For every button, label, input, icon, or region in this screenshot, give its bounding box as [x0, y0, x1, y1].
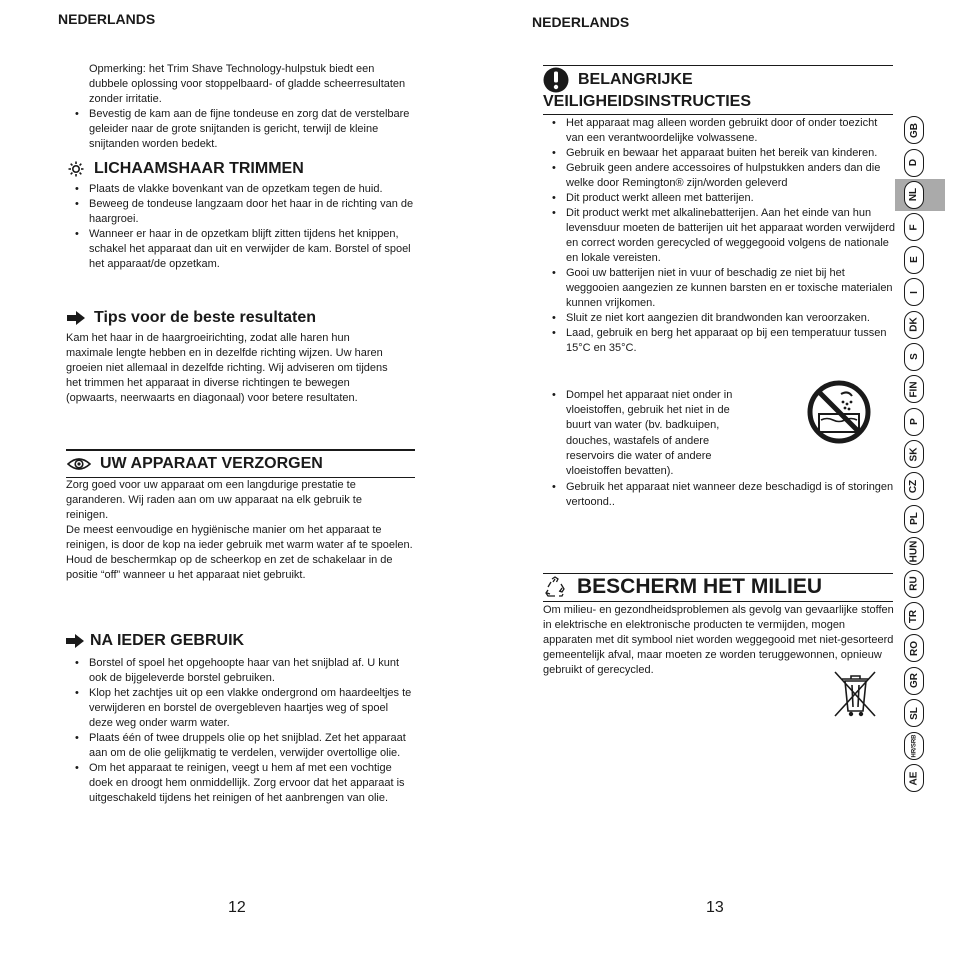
list-item: • Het apparaat mag alleen worden gebruikt door of onder toezicht van een verantwoordelijke volwassene.	[542, 116, 896, 146]
language-tab-label: RO	[908, 640, 920, 656]
language-tab-badge	[904, 149, 924, 177]
divider	[543, 65, 893, 66]
safety-title-line2: VEILIGHEIDSINSTRUCTIES	[543, 93, 752, 110]
language-tab-badge	[904, 570, 924, 598]
language-tab-d[interactable]	[895, 146, 945, 178]
divider	[543, 573, 893, 574]
safety-title-line1: BELANGRIJKE	[578, 71, 693, 88]
list-item: • Bevestig de kam aan de fijne tondeuse en zorg dat de verstelbare geleider naar de grote snijtanden is gericht, terwijl de kleine snijtanden worden bedekt.	[66, 107, 414, 152]
water-warning-bullet: • Dompel het apparaat niet onder in vloeistoffen, gebruik het niet in de buurt van water (bv. badkuipen, douches, wastafels of andere reservoirs die water of andere vloeistoffen bevatten).	[542, 388, 842, 479]
language-tabs	[895, 114, 945, 794]
section-title-text: UW APPARAAT VERZORGEN	[100, 455, 323, 472]
language-tab-badge	[904, 472, 924, 500]
care-text-1: Zorg goed voor uw apparaat om een langdurige prestatie te garanderen. Wij raden aan om uw apparaat na elk gebruik te reinigen.	[66, 479, 362, 521]
language-tab-label: HUN	[908, 540, 920, 563]
list-item: • Wanneer er haar in de opzetkam blijft zitten tijdens het knippen, schakel het apparaat dan uit en verwijder de kam. Borstel of spoel het apparaat/de opzetkam.	[66, 227, 414, 272]
list-item: • Gebruik geen andere accessoires of hulpstukken anders dan die welke door Remington® zijn/worden geleverd	[542, 161, 896, 191]
left-language-header: NEDERLANDS	[58, 11, 156, 27]
language-tab-fin[interactable]	[895, 373, 945, 405]
language-tab-badge	[904, 343, 924, 371]
language-tab-badge	[904, 764, 924, 792]
list-item: • Gooi uw batterijen niet in vuur of beschadig ze niet bij het weggooien aangezien ze kunnen barsten en er toxische materialen kunnen vrijkomen.	[542, 266, 896, 311]
sun-icon	[66, 161, 86, 177]
language-tab-badge	[904, 408, 924, 436]
safety-last-bullet	[542, 480, 896, 510]
language-tab-badge	[904, 699, 924, 727]
list-item: • Plaats één of twee druppels olie op het snijblad. Zet het apparaat aan om de olie gelijkmatig te verdelen, verwijder overtollige olie.	[66, 731, 414, 761]
section-title-text: BESCHERM HET MILIEU	[577, 575, 823, 598]
language-tab-ru[interactable]	[895, 567, 945, 599]
section-title-environment	[543, 575, 822, 599]
language-tab-badge	[904, 375, 924, 403]
language-tab-dk[interactable]	[895, 308, 945, 340]
language-tab-label: NL	[908, 188, 920, 202]
language-tab-badge	[904, 278, 924, 306]
arrow-right-icon	[66, 311, 86, 325]
language-tab-badge	[904, 246, 924, 274]
language-tab-label: SK	[908, 447, 920, 462]
language-tab-sk[interactable]	[895, 438, 945, 470]
list-item: • Sluit ze niet kort aangezien dit brandwonden kan veroorzaken.	[542, 311, 896, 326]
list-item: • Laad, gebruik en berg het apparaat op bij een temperatuur tussen 15°C en 35°C.	[542, 326, 896, 356]
intro-note: Opmerking: het Trim Shave Technology-hulpstuk biedt een dubbele oplossing voor stoppelbaard- of gladde scheerresultaten zonder irritatie.	[89, 63, 406, 105]
page-number-left: 12	[228, 899, 246, 916]
language-tab-badge	[904, 181, 924, 209]
intro-bullets	[66, 107, 414, 152]
language-tab-label: GB	[908, 122, 920, 138]
language-tab-nl[interactable]	[895, 179, 945, 211]
crossed-bin-icon	[832, 669, 878, 724]
language-tab-gb[interactable]	[895, 114, 945, 146]
right-language-header: NEDERLANDS	[532, 14, 630, 30]
safety-bullets	[542, 116, 896, 356]
language-tab-p[interactable]	[895, 406, 945, 438]
list-item: • Gebruik het apparaat niet wanneer deze beschadigd is of storingen vertoond..	[542, 480, 896, 510]
language-tab-badge	[904, 505, 924, 533]
divider	[543, 601, 893, 602]
language-tab-label: PL	[908, 512, 920, 526]
language-tab-label: I	[908, 290, 920, 294]
environment-text: Om milieu- en gezondheidsproblemen als gevolg van gevaarlijke stoffen in elektrische en elektronische producten te vermijden, mogen apparaten met dit symbool niet worden weggegooid met niet-gesorteerd gemeentelijk afval, maar moeten ze worden teruggewonnen, opnieuw gebruikt of gerecycled.	[543, 604, 894, 676]
list-item: • Om het apparaat te reinigen, veegt u hem af met een vochtige doek en droogt hem onmiddellijk. Zorg ervoor dat het apparaat is uitgeschakeld tijdens het reinigen of het aanbrengen van olie.	[66, 761, 414, 806]
divider	[543, 114, 893, 115]
language-tab-label: DK	[908, 317, 920, 332]
language-tab-badge	[904, 311, 924, 339]
language-tab-label: GR	[908, 673, 920, 689]
language-tab-label: D	[908, 158, 920, 167]
language-tab-sl[interactable]	[895, 697, 945, 729]
section-title-care	[66, 455, 323, 473]
list-item: • Gebruik en bewaar het apparaat buiten het bereik van kinderen.	[542, 146, 896, 161]
list-item: • Dit product werkt alleen met batterijen.	[542, 191, 896, 206]
language-tab-s[interactable]	[895, 341, 945, 373]
tips-text: Kam het haar in de haargroeirichting, zodat alle haren hun maximale lengte hebben en in dezelfde richting wijzen. Uw haren groeien niet allemaal in dezelfde richting. Wij adviseren om tijdens het trimmen het apparaat in diverse richtingen te bewegen (opwaarts, neerwaarts en diagonaal) voor betere resultaten.	[66, 332, 388, 404]
page-number-right: 13	[706, 899, 724, 916]
language-tab-f[interactable]	[895, 211, 945, 243]
section-title-text: NA IEDER GEBRUIK	[90, 632, 245, 649]
section-title-text: LICHAAMSHAAR TRIMMEN	[94, 160, 304, 177]
language-tab-badge	[904, 667, 924, 695]
list-item: • Beweeg de tondeuse langzaam door het haar in de richting van de haargroei.	[66, 197, 414, 227]
water-warning-text: Dompel het apparaat niet onder in vloeistoffen, gebruik het niet in de buurt van water (bv. badkuipen, douches, wastafels of andere reservoirs die water of andere vloeistoffen bevatten).	[566, 389, 733, 478]
language-tab-hr-srb[interactable]	[895, 729, 945, 761]
arrow-right-icon	[66, 634, 84, 648]
language-tab-hun[interactable]	[895, 535, 945, 567]
language-tab-gr[interactable]	[895, 665, 945, 697]
language-tab-label: CZ	[908, 479, 920, 494]
list-item: • Borstel of spoel het opgehoopte haar van het snijblad af. U kunt ook de bijgeleverde borstel gebruiken.	[66, 656, 414, 686]
language-tab-label: FIN	[908, 381, 920, 398]
section-title-tips	[66, 309, 316, 327]
language-tab-label: SL	[908, 706, 920, 720]
language-tab-label: RU	[908, 576, 920, 591]
language-tab-i[interactable]	[895, 276, 945, 308]
language-tab-ro[interactable]	[895, 632, 945, 664]
recycle-icon	[543, 576, 567, 598]
language-tab-label: S	[908, 353, 920, 361]
language-tab-label: AE	[908, 771, 920, 785]
language-tab-label: P	[908, 418, 920, 426]
language-tab-ae[interactable]	[895, 762, 945, 794]
eye-icon	[66, 456, 92, 472]
language-tab-tr[interactable]	[895, 600, 945, 632]
language-tab-badge	[904, 537, 924, 565]
section-title-body-hair	[66, 160, 304, 178]
language-tab-badge	[904, 634, 924, 662]
after-use-bullets	[66, 656, 414, 806]
language-tab-badge	[904, 116, 924, 144]
care-text-2: De meest eenvoudige en hygiënische manier om het apparaat te reinigen, is door de kop na ieder gebruik met warm water af te spoelen. Houd de beschermkap op de scheerkop en zet de schakelaar in de positie “off” wanneer u het apparaat niet gebruikt.	[66, 524, 413, 581]
no-water-icon	[807, 380, 871, 449]
language-tab-e[interactable]	[895, 244, 945, 276]
divider	[66, 449, 415, 451]
language-tab-label: E	[908, 256, 920, 264]
language-tab-pl[interactable]	[895, 503, 945, 535]
list-item: • Plaats de vlakke bovenkant van de opzetkam tegen de huid.	[66, 182, 414, 197]
language-tab-badge	[904, 213, 924, 241]
language-tab-badge	[904, 732, 924, 760]
list-item: • Klop het zachtjes uit op een vlakke ondergrond om haardeeltjes te verwijderen en borstel de overgebleven haartjes weg of spoel deze weg onder warm water.	[66, 686, 414, 731]
section-title-after-use	[66, 632, 244, 650]
language-tab-badge	[904, 440, 924, 468]
language-tab-label: HR/SRB	[911, 734, 918, 758]
list-item: • Dit product werkt met alkalinebatterijen. Aan het einde van hun levensduur moeten de batterijen uit het apparaat worden verwijderd en correct worden gerecycled of weggegooid volgens de nationale en lokale vereisten.	[542, 206, 896, 266]
body-hair-bullets	[66, 182, 414, 272]
section-title-text: Tips voor de beste resultaten	[94, 309, 316, 326]
language-tab-label: F	[908, 224, 920, 231]
language-tab-label: TR	[908, 609, 920, 623]
language-tab-badge	[904, 602, 924, 630]
language-tab-cz[interactable]	[895, 470, 945, 502]
